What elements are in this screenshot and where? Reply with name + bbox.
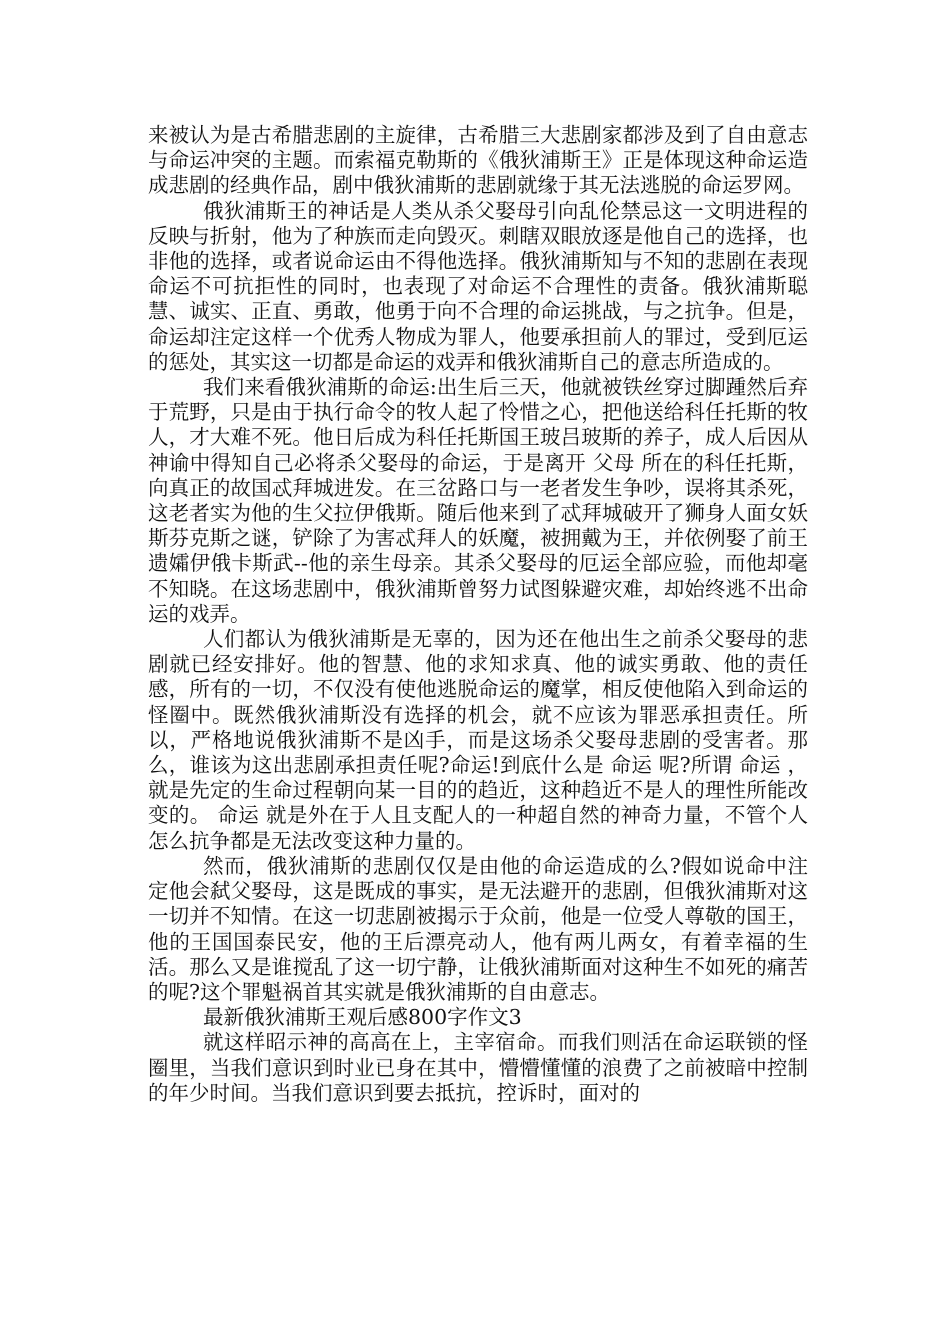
paragraph-5: 然而，俄狄浦斯的悲剧仅仅是由他的命运造成的么?假如说命中注定他会弑父娶母，这是既成的事实，是无法避开的悲剧，但俄狄浦斯对这一切并不知情。在这一切悲剧被揭示于众前，他是一位受人尊敬的国王，他的王国国泰民安，他的王后漂亮动人，他有两儿两女，有着幸福的生活。那么又是谁搅乱了这一切宁静，让俄狄浦斯面对这种生不如死的痛苦的呢?这个罪魁祸首其实就是俄狄浦斯的自由意志。	[148, 853, 808, 1004]
paragraph-6: 就这样昭示神的高高在上，主宰宿命。而我们则活在命运联锁的怪圈里，当我们意识到时业已身在其中，懵懵懂懂的浪费了之前被暗中控制的年少时间。当我们意识到要去抵抗，控诉时，面对的	[148, 1030, 808, 1105]
paragraph-1: 来被认为是古希腊悲剧的主旋律，古希腊三大悲剧家都涉及到了自由意志与命运冲突的主题。而索福克勒斯的《俄狄浦斯王》正是体现这种命运造成悲剧的经典作品，剧中俄狄浦斯的悲剧就缘于其无法逃脱的命运罗网。	[148, 123, 808, 198]
paragraph-4: 人们都认为俄狄浦斯是无辜的，因为还在他出生之前杀父娶母的悲剧就已经安排好。他的智慧、他的求知求真、他的诚实勇敢、他的责任感，所有的一切，不仅没有使他逃脱命运的魔掌，相反使他陷入到命运的怪圈中。既然俄狄浦斯没有选择的机会，就不应该为罪恶承担责任。所以，严格地说俄狄浦斯不是凶手，而是这场杀父娶母悲剧的受害者。那么，谁该为这出悲剧承担责任呢?命运!到底什么是 命运 呢?所谓 命运 ，就是先定的生命过程朝向某一目的的趋近，这种趋近不是人的理性所能改变的。 命运 就是外在于人且支配人的一种超自然的神奇力量，不管个人怎么抗争都是无法改变这种力量的。	[148, 627, 808, 853]
paragraph-3: 我们来看俄狄浦斯的命运:出生后三天，他就被铁丝穿过脚踵然后弃于荒野，只是由于执行命令的牧人起了怜惜之心，把他送给科任托斯的牧人，才大难不死。他日后成为科任托斯国王玻吕玻斯的养子，成人后因从神谕中得知自己必将杀父娶母的命运，于是离开 父母 所在的科任托斯，向真正的故国忒拜城进发。在三岔路口与一老者发生争吵，误将其杀死，这老者实为他的生父拉伊俄斯。随后他来到了忒拜城破开了狮身人面女妖斯芬克斯之谜，铲除了为害忒拜人的妖魔，被拥戴为王，并依例娶了前王遗孀伊俄卡斯武--他的亲生母亲。其杀父娶母的厄运全部应验，而他却毫不知晓。在这场悲剧中，俄狄浦斯曾努力试图躲避灾难，却始终逃不出命运的戏弄。	[148, 375, 808, 626]
section-heading: 最新俄狄浦斯王观后感800字作文3	[203, 1005, 522, 1030]
document-body	[148, 123, 808, 1106]
paragraph-2: 俄狄浦斯王的神话是人类从杀父娶母引向乱伦禁忌这一文明进程的反映与折射，他为了种族而走向毁灭。刺瞎双眼放逐是他自己的选择，也非他的选择，或者说命运由不得他选择。俄狄浦斯知与不知的悲剧在表现命运不可抗拒性的同时，也表现了对命运不合理性的责备。俄狄浦斯聪慧、诚实、正直、勇敢，他勇于向不合理的命运挑战，与之抗争。但是，命运却注定这样一个优秀人物成为罪人，他要承担前人的罪过，受到厄运的惩处，其实这一切都是命运的戏弄和俄狄浦斯自己的意志所造成的。	[148, 198, 808, 374]
